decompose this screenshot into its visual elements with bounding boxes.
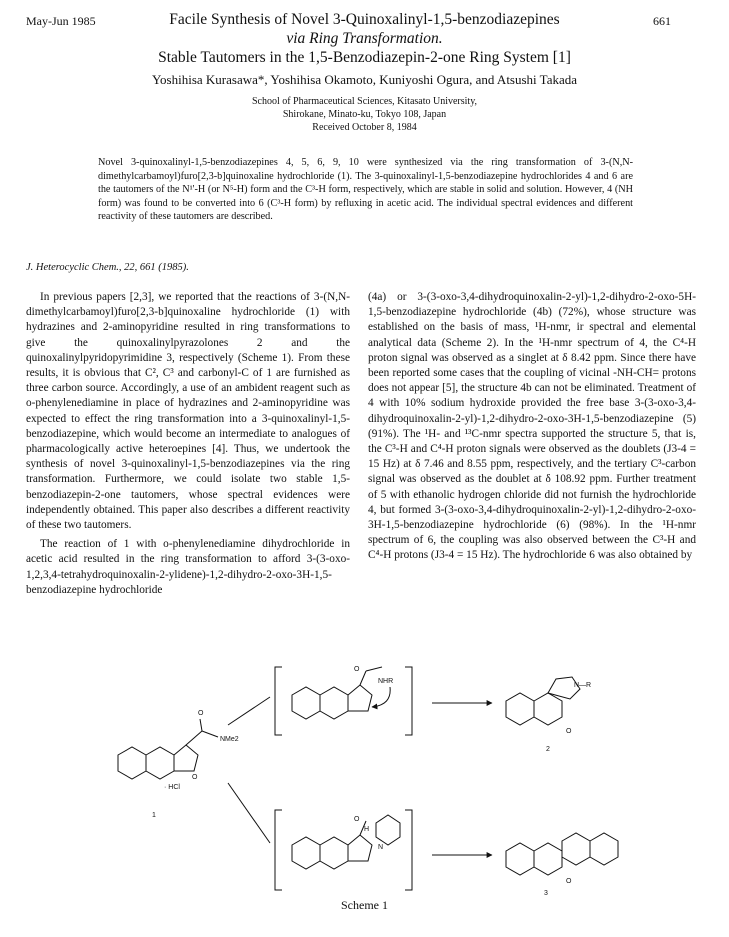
author-list: Yoshihisa Kurasawa*, Yoshihisa Okamoto, Kuniyoshi Ogura, and Atsushi Takada (151, 72, 578, 87)
body-column-left (26, 290, 350, 598)
scheme-1-diagram (60, 655, 700, 910)
body-paragraph: The reaction of 1 with o-phenylenediamine dihydrochloride in acetic acid resulted in the ring transformation to afford 3-(3-oxo-1,2,3,4-tetrahydroquinoxalin-2-ylidene)-1,2-dihydro-2-oxo-3H-1,5-benzodiazepine hydrochloride (26, 538, 350, 596)
branch-line-lower (228, 783, 270, 843)
atom-label-h: H (364, 826, 370, 833)
branch-line-upper (228, 697, 270, 725)
atom-label-o: O (192, 774, 198, 781)
bracket-right-lower (405, 810, 412, 890)
nhr-label: NHR (378, 678, 394, 685)
affiliation (0, 95, 729, 134)
received-date: Received October 8, 1984 (312, 122, 417, 133)
nme2-label: NMe2 (220, 736, 239, 743)
compound-2-structure (506, 677, 591, 753)
intermediate-upper-structure (292, 666, 393, 719)
atom-label-n: N (378, 844, 384, 851)
bracket-left-lower (275, 810, 282, 890)
atom-label-o: O (198, 710, 204, 717)
journal-citation: J. Heterocyclic Chem., 22, 661 (1985). (26, 262, 189, 273)
hcl-label: · HCl (164, 784, 180, 791)
abstract: Novel 3-quinoxalinyl-1,5-benzodiazepines 4, 5, 6, 9, 10 were synthesized via the ring transformation of 3-(N,N-dimethylcarbamoyl)furo[2,3-b]quinoxaline hydrochloride (1). The 3-quinoxalinyl-1,5-benzodiazepine hydrochlorides 4 and 6 are the tautomers of the N¹'-H (or N⁵-H) form and the C³-H form, respectively, which are stable in solid and solution. However, 4 (NH form) was found to be converted into 6 (C³-H form) by refluxing in acetic acid. The individual spectral evidences and different reactivity of these tautomers are described. (98, 157, 633, 223)
n-r-label: N—R (574, 682, 592, 689)
page-number: 661 (653, 14, 671, 28)
intermediate-lower-structure (292, 815, 400, 869)
title-line-3: Stable Tautomers in the 1,5-Benzodiazepin-2-one Ring System [1] (158, 49, 571, 66)
bracket-left-upper (275, 667, 282, 735)
scheme-caption: Scheme 1 (341, 898, 388, 912)
affiliation-line-1: School of Pharmaceutical Sciences, Kitasato University, (251, 96, 478, 107)
body-column-right (368, 290, 696, 564)
article-title (0, 10, 729, 67)
compound-1-structure (118, 710, 239, 819)
compound-2-label: 2 (546, 746, 550, 753)
bracket-right-upper (405, 667, 412, 735)
body-paragraph: (4a) or 3-(3-oxo-3,4-dihydroquinoxalin-2-yl)-1,2-dihydro-2-oxo-5H-1,5-benzodiazepine hydrochloride (4b) (72%), whose structure was established on the basis of mass, ¹H-nmr, ir spectral and elemental analytical data (Scheme 2). In the ¹H-nmr spectrum of 4, the C⁴-H proton signal was observed as a singlet at δ 8.42 ppm. Since there have been reported some cases that the coupling of vicinal -NH-CH= protons does not appear [5], the structure 4b can not be eliminated. Treatment of 4 with 10% sodium hydroxide provided the free base 3-(3-oxo-3,4-dihydroquinoxalin-2-yl)-1,2-dihydro-2-oxo-3H-1,5-benzodiazepine (5) (91%). The ¹H- and ¹³C-nmr spectra supported the structure 5, that is, the C³-H and C⁴-H proton signals were observed as the doublets (J3-4 = 15 Hz) at δ 7.46 and 8.55 ppm, respectively, and the tertiary C³-carbon signal was observed as the doublet at δ 108.92 ppm. Further treatment of 5 with ethanolic hydrogen chloride did not furnish the hydrochloride 4, but formed 3-(3-oxo-3,4-dihydroquinoxalin-2-yl)-1,2-dihydro-2-oxo-3H-1,5-benzodiazepine hydrochloride (6) (98%). In the ¹H-nmr spectrum of 6, the coupling was also observed between the C³-H and C⁴-H protons (J3-4 = 15 Hz). The hydrochloride 6 was also obtained by (368, 291, 696, 562)
title-line-2: via Ring Transformation. (286, 30, 443, 47)
compound-1-label: 1 (152, 812, 156, 819)
body-paragraph: In previous papers [2,3], we reported that the reactions of 3-(N,N-dimethylcarbamoyl)furo[2,3-b]quinoxaline hydrochloride (1) with hydrazines and 2-aminopyridine resulted in ring transformations to give the quinoxalinylpyrazolones 2 and the quinoxalinylpyridopyrimidine 3, respectively (Scheme 1). From these results, it is obvious that C², C³ and carbonyl-C of 1 are furnished as three carbon source. Accordingly, a use of an ambident reagent such as o-phenylenediamine in place of hydrazines and 2-aminopyridine was expected to effect the ring transformation into a 3-quinoxalinyl-1,5-benzodiazepine, which would become an intermediate to analogues of pharmacologically active heteroepines [4]. Thus, we undertook the synthesis of novel 3-quinoxalinyl-1,5-benzodiazepines via the ring transformation. Furthermore, we could isolate two stable 1,5-benzodiazepin-2-one tautomers, whose spectral evidences were independently obtained. This paper also describes a different reactivity of these two tautomers. (26, 291, 350, 532)
atom-label-o: O (566, 728, 572, 735)
affiliation-line-2: Shirokane, Minato-ku, Tokyo 108, Japan (282, 109, 447, 120)
title-line-1: Facile Synthesis of Novel 3-Quinoxalinyl-1,5-benzodiazepines (169, 11, 560, 28)
atom-label-o: O (354, 816, 360, 823)
atom-label-o: O (354, 666, 360, 673)
atom-label-o: O (566, 878, 572, 885)
compound-3-structure (506, 833, 618, 897)
compound-3-label: 3 (544, 890, 548, 897)
running-header-date: May-Jun 1985 (26, 14, 96, 28)
